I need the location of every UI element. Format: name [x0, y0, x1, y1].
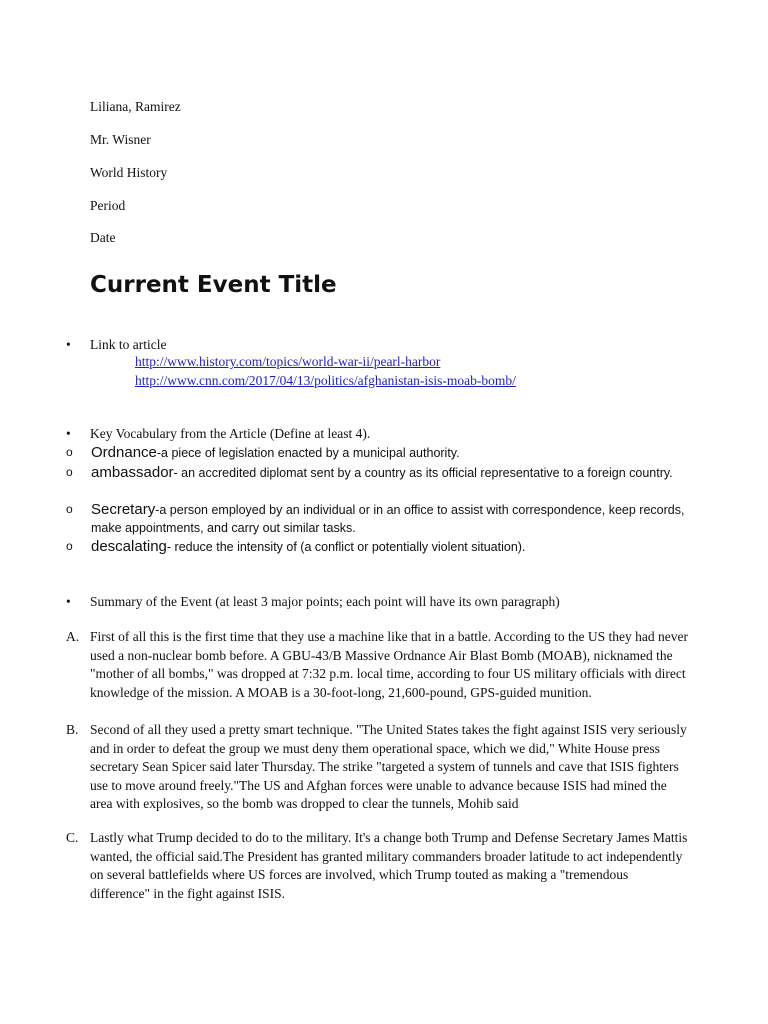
student-name: Liliana, Ramirez	[90, 99, 181, 114]
date-line: Date	[90, 230, 116, 245]
paragraph-letter: A.	[66, 629, 80, 644]
list-marker: o	[66, 502, 73, 516]
vocab-item	[66, 538, 706, 557]
paragraph-text: Second of all they used a pretty smart technique. "The United States takes the fight against ISIS very seriously and in order to defeat the group we must deny them operational space, which we did," White House press secretary Sean Spicer said later Thursday. The strike "targeted a system of tunnels and cave that ISIS fighters use to move around freely."The US and Afghan forces were unable to advance because ISIS had mined the area with explosives, so the bomb was dropped to clear the tunnels, Mohib said	[90, 722, 687, 811]
vocab-definition: -a person employed by an individual or in an office to assist with correspondence, keep records, make appointments, and carry out similar tasks.	[91, 503, 685, 535]
vocab-definition: -a piece of legislation enacted by a municipal authority.	[156, 446, 460, 460]
vocab-term: Secretary	[91, 501, 156, 518]
list-marker: o	[66, 539, 73, 553]
vocab-definition: - an accredited diplomat sent by a country as its official representative to a foreign country.	[173, 466, 673, 480]
class-name: World History	[90, 165, 168, 180]
bullet-icon: •	[66, 337, 71, 352]
vocab-item	[66, 444, 706, 463]
list-marker: o	[66, 465, 73, 479]
vocab-term: ambassador	[91, 464, 174, 481]
vocab-term: descalating	[91, 538, 167, 555]
article-link-cnn[interactable]: http://www.cnn.com/2017/04/13/politics/afghanistan-isis-moab-bomb/	[135, 373, 516, 388]
vocab-item	[66, 464, 706, 483]
teacher-name: Mr. Wisner	[90, 132, 151, 147]
summary-section-label: Summary of the Event (at least 3 major points; each point will have its own paragraph)	[90, 594, 560, 609]
paragraph-text: First of all this is the first time that they use a machine like that in a battle. According to the US they had never used a non-nuclear bomb before. A GBU-43/B Massive Ordnance Air Blast Bomb (MOAB), nicknamed the "mother of all bombs," was dropped at 7:32 p.m. local time, according to four US military officials with direct knowledge of the mission. A MOAB is a 30-foot-long, 21,600-pound, GPS-guided munition.	[90, 629, 688, 700]
paragraph-text: Lastly what Trump decided to do to the military. It's a change both Trump and Defense Secretary James Mattis wanted, the official said.The President has granted military commanders broader latitude to act independently on several battlefields where US forces are involved, which Trump touted as making a "tremendous difference" in the fight against ISIS.	[90, 830, 688, 901]
article-link-history[interactable]: http://www.history.com/topics/world-war-ii/pearl-harbor	[135, 354, 441, 369]
paragraph-letter: B.	[66, 722, 79, 737]
bullet-icon: •	[66, 426, 71, 441]
vocab-item	[66, 501, 706, 537]
summary-paragraph	[66, 628, 688, 702]
period-line: Period	[90, 198, 126, 213]
vocab-term: Ordnance	[91, 444, 157, 461]
page-title: Current Event Title	[90, 272, 337, 298]
summary-paragraph	[66, 829, 688, 903]
vocab-definition: - reduce the intensity of (a conflict or potentially violent situation).	[166, 540, 526, 554]
link-section-label: Link to article	[90, 337, 167, 352]
bullet-icon: •	[66, 594, 71, 609]
vocab-section-label: Key Vocabulary from the Article (Define at least 4).	[90, 426, 371, 441]
summary-paragraph	[66, 721, 688, 814]
paragraph-letter: C.	[66, 830, 79, 845]
list-marker: o	[66, 445, 73, 459]
